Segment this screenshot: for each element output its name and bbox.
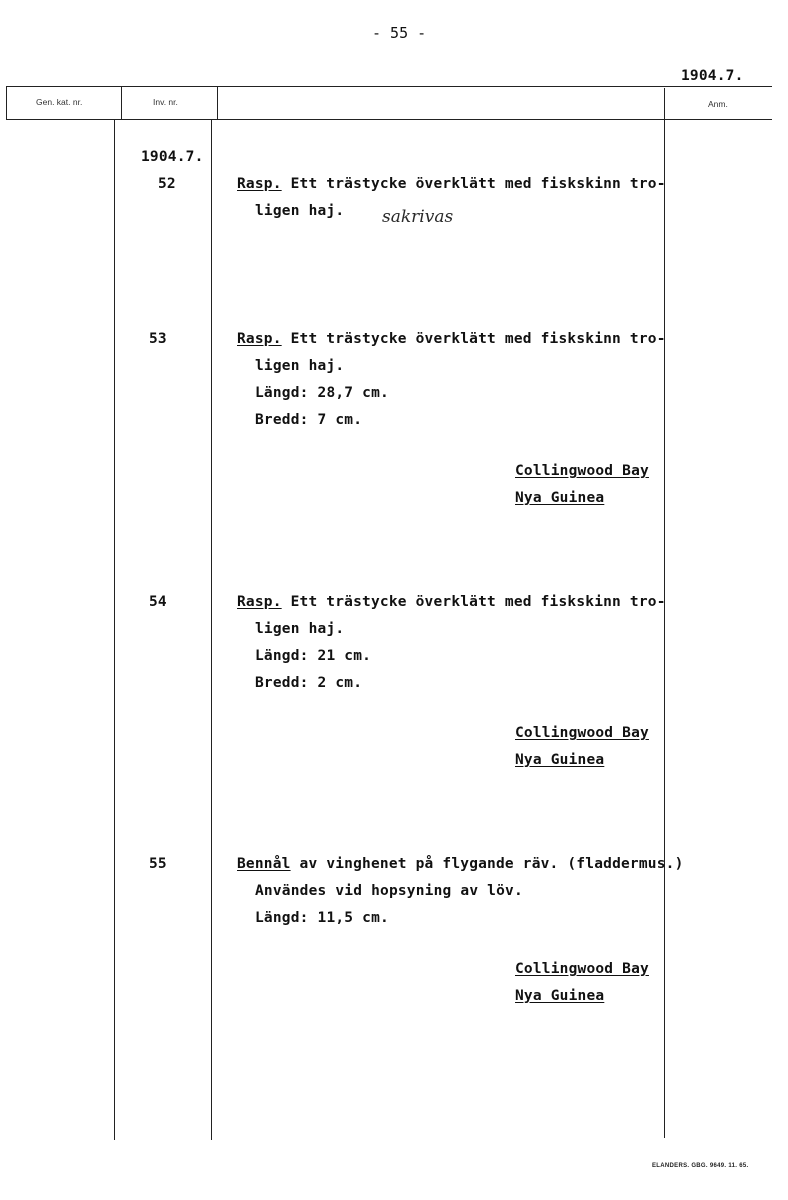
- entry-55-line1: [237, 856, 684, 872]
- header-divider-inv-desc: [217, 86, 218, 120]
- entry-55-line1-rest: av vinghenet på flygande räv. (fladdermus.): [290, 856, 684, 872]
- column-divider-inv-desc: [211, 120, 212, 1140]
- header-divider-gen-inv: [121, 86, 122, 120]
- column-header-gen-kat: Gen. kat. nr.: [36, 97, 83, 107]
- inv-number-52: 52: [158, 176, 176, 192]
- entry-54-width: Bredd: 2 cm.: [255, 675, 363, 691]
- entry-53-title: Rasp.: [237, 331, 282, 347]
- entry-53-line1: [237, 331, 666, 347]
- entry-55-line2: Användes vid hopsyning av löv.: [255, 883, 523, 899]
- entry-53-place-bay: Collingwood Bay: [515, 463, 649, 479]
- column-header-inv: Inv. nr.: [153, 97, 178, 107]
- page-number: - 55 -: [372, 24, 427, 42]
- entry-53-place-country: Nya Guinea: [515, 490, 605, 506]
- entry-54-length: Längd: 21 cm.: [255, 648, 372, 664]
- inv-year: 1904.7.: [141, 149, 204, 165]
- entry-52-line1-rest: Ett trästycke överklätt med fiskskinn tro-: [281, 176, 666, 192]
- entry-52-line2: ligen haj.: [255, 203, 345, 219]
- column-header-anm: Anm.: [708, 99, 728, 109]
- entry-53-length: Längd: 28,7 cm.: [255, 385, 389, 401]
- entry-52-title: Rasp.: [237, 176, 282, 192]
- left-border-line: [6, 86, 7, 120]
- entry-55-title: Bennål: [237, 856, 291, 872]
- column-divider-gen-inv: [114, 120, 115, 1140]
- entry-53-line1-rest: Ett trästycke överklätt med fiskskinn tro-: [281, 331, 666, 347]
- inv-number-55: 55: [149, 856, 167, 872]
- printer-mark: ELANDERS. GBG. 9649. 11. 65.: [652, 1163, 749, 1169]
- entry-53-line2: ligen haj.: [255, 358, 345, 374]
- entry-54-place-bay: Collingwood Bay: [515, 725, 649, 741]
- entry-55-place-bay: Collingwood Bay: [515, 961, 649, 977]
- entry-55-place-country: Nya Guinea: [515, 988, 605, 1004]
- entry-52-line1: [237, 176, 666, 192]
- entry-54-place-country: Nya Guinea: [515, 752, 605, 768]
- entry-54-line2: ligen haj.: [255, 621, 345, 637]
- entry-52-handwritten-note: sakrivas: [382, 207, 454, 227]
- inv-number-54: 54: [149, 594, 167, 610]
- entry-53-width: Bredd: 7 cm.: [255, 412, 363, 428]
- header-year: 1904.7.: [681, 68, 744, 84]
- entry-54-line1: [237, 594, 666, 610]
- column-divider-desc-anm: [664, 88, 665, 1138]
- entry-54-line1-rest: Ett trästycke överklätt med fiskskinn tro-: [281, 594, 666, 610]
- inv-number-53: 53: [149, 331, 167, 347]
- entry-55-length: Längd: 11,5 cm.: [255, 910, 389, 926]
- entry-54-title: Rasp.: [237, 594, 282, 610]
